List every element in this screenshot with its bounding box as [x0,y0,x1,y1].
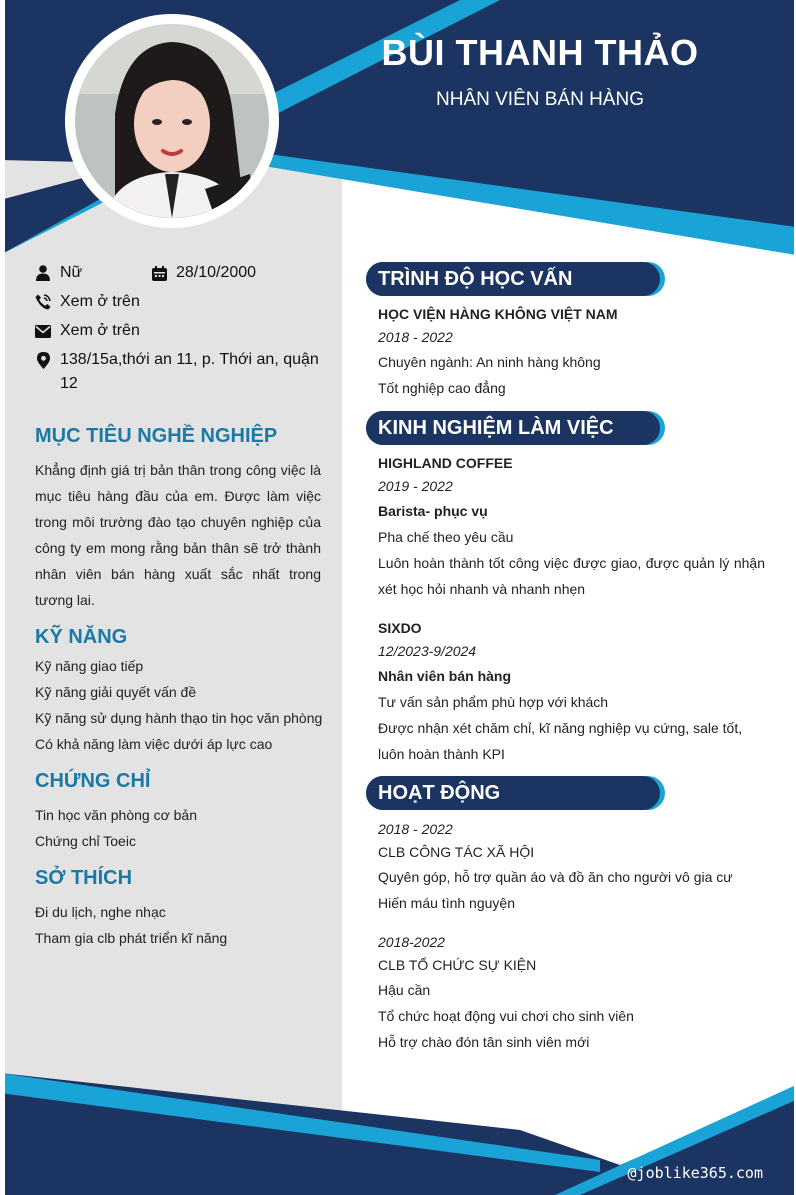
skill-item: Kỹ năng giải quyết vấn đề [35,684,197,700]
dob-value: 28/10/2000 [176,264,257,281]
skill-item: Kỹ năng giao tiếp [35,658,144,674]
activity-detail: Quyên góp, hỗ trợ quần áo và đồ ăn cho người vô gia cư [378,869,733,885]
education-heading: TRÌNH ĐỘ HỌC VẤN [378,268,573,290]
activity-detail: Tổ chức hoạt động vui chơi cho sinh viên [378,1008,634,1024]
email-value: Xem ở trên [60,322,140,339]
gender-value: Nữ [60,264,83,281]
education-period: 2018 - 2022 [378,329,453,345]
contact-phone [35,290,140,314]
candidate-job-title: NHÂN VIÊN BÁN HÀNG [436,89,644,110]
avatar-frame [65,14,279,228]
hobbies-list [35,899,335,951]
education-result: Tốt nghiệp cao đẳng [378,380,506,396]
certificate-item: Chứng chỉ Toeic [35,833,136,849]
hobby-item: Đi du lịch, nghe nhạc [35,904,166,920]
user-icon [35,261,51,285]
avatar-photo [75,24,269,218]
contact-address [35,348,325,396]
activity-name: CLB CÔNG TÁC XÃ HỘI [378,844,535,860]
candidate-name: BÙI THANH THẢO [381,32,699,73]
address-value: 138/15a,thới an 11, p. Thới an, quận 12 [60,351,319,392]
phone-icon [35,290,51,314]
activity-detail: Hiến máu tình nguyện [378,895,515,911]
job-duty: Pha chế theo yêu cầu [378,529,514,545]
location-icon [35,348,51,372]
job-period: 2019 - 2022 [378,478,453,494]
job-role: Barista- phục vụ [378,503,488,519]
contact-gender [35,261,82,285]
job-company: SIXDO [378,620,422,636]
calendar-icon [151,261,167,285]
job-period: 12/2023-9/2024 [378,643,477,659]
contact-dob [151,261,256,285]
activities-banner [366,776,665,810]
page-frame-left [0,0,5,1195]
activity-period: 2018 - 2022 [378,821,453,837]
education-banner [366,262,665,296]
experience-banner [366,411,665,445]
job-duty: Luôn hoàn thành tốt công việc được giao, được quản lý nhận xét học hỏi nhanh và nhanh nhẹn [378,555,765,597]
experience-heading: KINH NGHIỆM LÀM VIỆC [378,417,614,439]
job-duty: Được nhận xét chăm chỉ, kĩ năng nghiệp vụ cứng, sale tốt, luôn hoàn thành KPI [378,720,743,762]
activity-detail: Hỗ trợ chào đón tân sinh viên mới [378,1034,590,1050]
email-icon [35,319,51,343]
certificates-list [35,802,335,854]
certificate-item: Tin học văn phòng cơ bản [35,807,197,823]
hobby-item: Tham gia clb phát triển kĩ năng [35,930,228,946]
avatar [75,24,269,218]
job-role: Nhân viên bán hàng [378,668,512,684]
job-duty: Tư vấn sản phẩm phù hợp với khách [378,694,609,710]
job-company: HIGHLAND COFFEE [378,455,513,471]
education-major: Chuyên ngành: An ninh hàng không [378,354,601,370]
objective-heading: MỤC TIÊU NGHỀ NGHIỆP [35,425,278,447]
activity-name: CLB TỔ CHỨC SỰ KIỆN [378,957,537,973]
education-school: HỌC VIỆN HÀNG KHÔNG VIỆT NAM [378,306,618,322]
watermark: @joblike365.com [627,1164,763,1182]
activities-heading: HOẠT ĐỘNG [378,782,501,804]
phone-value: Xem ở trên [60,293,140,310]
certificates-heading: CHỨNG CHỈ [35,770,151,792]
skills-heading: KỸ NĂNG [35,626,128,648]
contact-email [35,319,140,343]
skills-list [35,653,335,757]
objective-text: Khẳng định giá trị bản thân trong công việc là mục tiêu hàng đầu của em. Được làm việc trong môi trường đào tạo chuyên nghiệp của công ty em mong rằng bản thân sẽ trở thành nhân viên bán hàng xuất sắc nhất trong tương lai. [35,462,321,608]
skill-item: Kỹ năng sử dụng hành thạo tin học văn phòng [35,710,323,726]
hobbies-heading: SỞ THÍCH [35,867,133,889]
activity-detail: Hậu cần [378,982,431,998]
skill-item: Có khả năng làm việc dưới áp lực cao [35,736,273,752]
activity-period: 2018-2022 [378,934,445,950]
